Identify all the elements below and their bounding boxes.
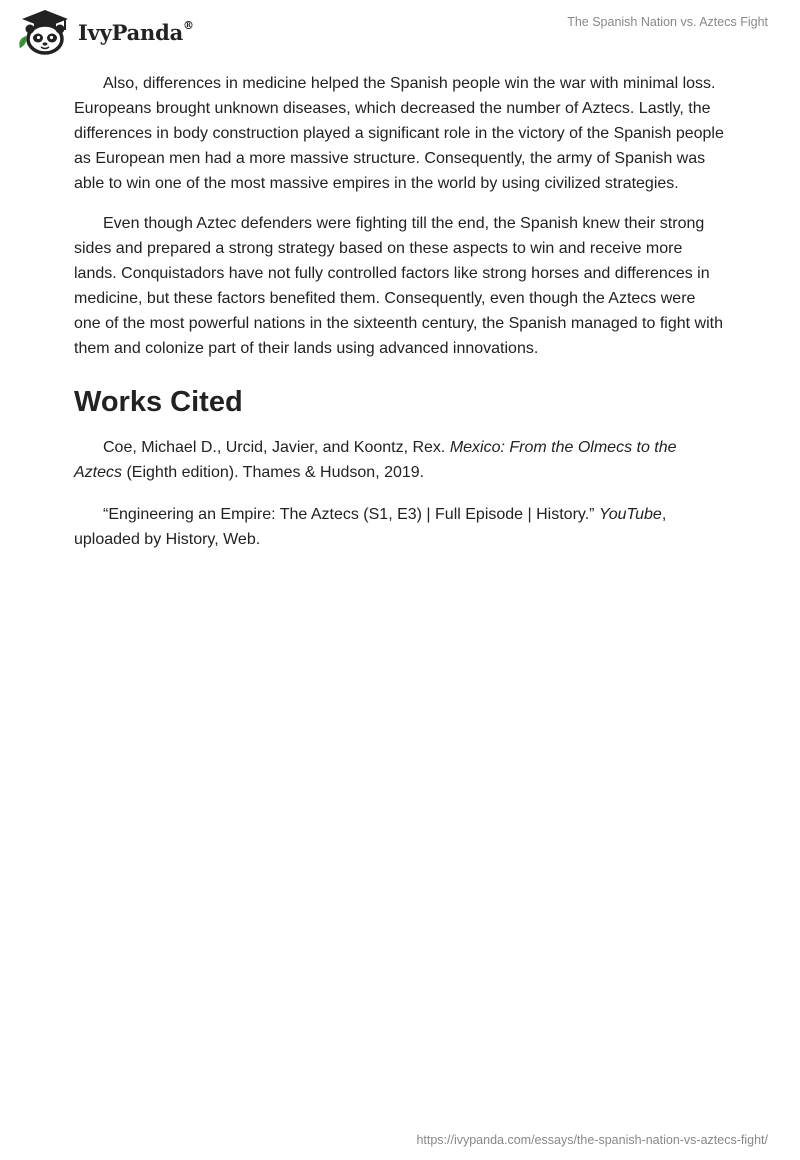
logo-text: IvyPanda® bbox=[78, 18, 194, 45]
source-url-link[interactable]: https://ivypanda.com/essays/the-spanish-nation-vs-aztecs-fight/ bbox=[416, 1133, 768, 1147]
body-paragraph: Even though Aztec defenders were fighting till the end, the Spanish knew their strong sides and prepared a strong strategy based on these aspects to win and receive more lands. Conquistadors have not fully controlled factors like strong horses and differences in medicine, but these factors benefited them. Consequently, even though the Aztecs were one of the most powerful nations in the sixteenth century, the Spanish managed to fight with them and colonize part of their lands using advanced innovations. bbox=[74, 215, 723, 357]
page-header bbox=[0, 0, 800, 64]
ivypanda-logo[interactable] bbox=[14, 8, 194, 56]
body-paragraph: Also, differences in medicine helped the Spanish people win the war with minimal loss. Europeans brought unknown diseases, which decreased the number of Aztecs. Lastly, the differences in body construction played a significant role in the victory of the Spanish people as European men had a more massive structure. Consequently, the army of Spanish was able to win one of the most massive empires in the world by using civilized strategies. bbox=[74, 75, 724, 192]
works-cited-heading: Works Cited bbox=[74, 386, 243, 418]
citation-entry: Coe, Michael D., Urcid, Javier, and Koontz, Rex. Mexico: From the Olmecs to the Aztecs (Eighth edition). Thames & Hudson, 2019. bbox=[74, 439, 677, 481]
essay-content bbox=[74, 71, 726, 569]
document-title: The Spanish Nation vs. Aztecs Fight bbox=[567, 15, 768, 29]
citation-entry: “Engineering an Empire: The Aztecs (S1, E3) | Full Episode | History.” YouTube, uploaded by History, Web. bbox=[74, 506, 667, 548]
panda-graduate-icon bbox=[14, 8, 76, 56]
